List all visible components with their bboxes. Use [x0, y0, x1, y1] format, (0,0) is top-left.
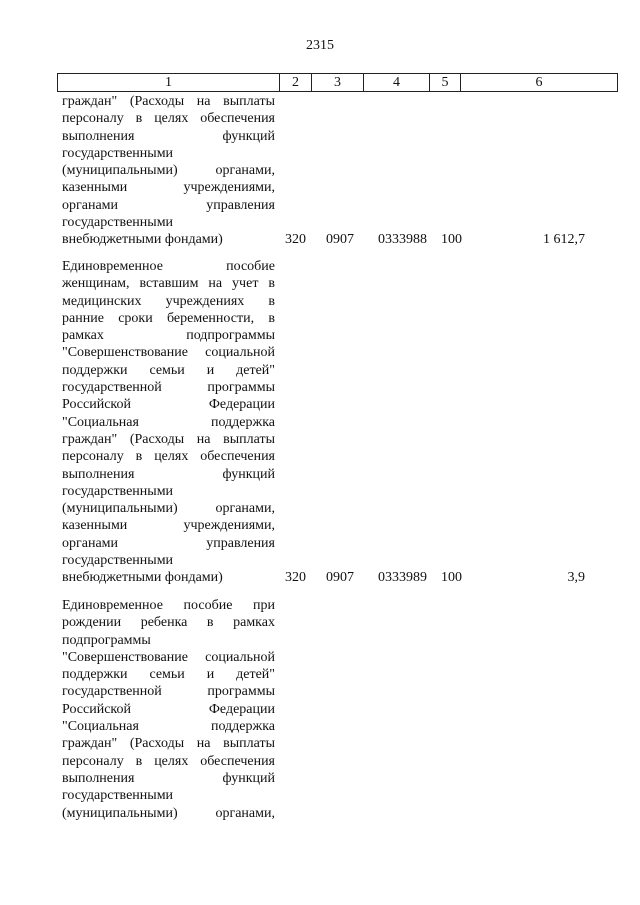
description-line: Российской Федерации — [62, 397, 275, 413]
description-line: государственной программы — [62, 684, 275, 700]
description-line: рождении ребенка в рамках — [62, 615, 275, 631]
description-line: подпрограммы — [62, 632, 151, 648]
description-line: поддержки семьи и детей" — [62, 667, 275, 683]
description-line: внебюджетными фондами) — [62, 570, 223, 586]
row-description — [62, 258, 275, 587]
description-line: (муниципальными) органами, — [62, 163, 275, 179]
description-line: "Совершенствование социальной — [62, 649, 275, 665]
description-line: персоналу в целях обеспечения — [62, 449, 275, 465]
description-line: внебюджетными фондами) — [62, 232, 223, 248]
description-line: (муниципальными) органами, — [62, 805, 275, 821]
column-header-1: 1 — [58, 74, 280, 92]
row-description — [62, 597, 275, 822]
description-line: ранние сроки беременности, в — [62, 310, 275, 326]
description-line: органами управления — [62, 535, 275, 551]
cell-col5: 100 — [441, 570, 462, 585]
column-header-row — [58, 74, 618, 92]
description-line: выполнения функций — [62, 466, 275, 482]
column-header-5: 5 — [430, 74, 461, 92]
column-header-4: 4 — [364, 74, 430, 92]
description-line: "Совершенствование социальной — [62, 345, 275, 361]
description-line: поддержки семьи и детей" — [62, 362, 275, 378]
description-line: Российской Федерации — [62, 701, 275, 717]
cell-col4: 0333989 — [378, 570, 427, 585]
column-header-table — [57, 73, 618, 92]
description-line: граждан" (Расходы на выплаты — [62, 431, 275, 447]
description-line: казенными учреждениями, — [62, 518, 275, 534]
row-description — [62, 93, 275, 249]
description-line: Единовременное пособие при — [62, 598, 275, 613]
description-line: органами управления — [62, 197, 275, 213]
description-line: государственными — [62, 215, 174, 231]
page-number: 2315 — [306, 38, 334, 53]
cell-col2: 320 — [285, 570, 306, 585]
description-line: государственной программы — [62, 380, 275, 396]
description-line: (муниципальными) органами, — [62, 501, 275, 517]
description-line: государственными — [62, 788, 174, 804]
description-line: государственными — [62, 483, 174, 499]
cell-col5: 100 — [441, 232, 462, 247]
cell-col3: 0907 — [326, 570, 354, 585]
description-line: Единовременное пособие — [62, 259, 275, 274]
column-header-2: 2 — [280, 74, 312, 92]
description-line: государственными — [62, 145, 174, 161]
cell-col4: 0333988 — [378, 232, 427, 247]
column-header-6: 6 — [461, 74, 618, 92]
cell-col2: 320 — [285, 232, 306, 247]
description-line: рамках подпрограммы — [62, 328, 275, 344]
description-line: выполнения функций — [62, 770, 275, 786]
column-header-3: 3 — [312, 74, 364, 92]
description-line: женщинам, вставшим на учет в — [62, 276, 275, 292]
description-line: граждан" (Расходы на выплаты — [62, 94, 275, 109]
description-line: персоналу в целях обеспечения — [62, 111, 275, 127]
description-line: "Социальная поддержка — [62, 414, 275, 430]
cell-col6: 1 612,7 — [543, 232, 585, 247]
description-line: "Социальная поддержка — [62, 719, 275, 735]
description-line: персоналу в целях обеспечения — [62, 753, 275, 769]
cell-col6: 3,9 — [567, 570, 585, 585]
cell-col3: 0907 — [326, 232, 354, 247]
description-line: выполнения функций — [62, 128, 275, 144]
description-line: медицинских учреждениях в — [62, 293, 275, 309]
description-line: граждан" (Расходы на выплаты — [62, 736, 275, 752]
description-line: казенными учреждениями, — [62, 180, 275, 196]
description-line: государственными — [62, 553, 174, 569]
